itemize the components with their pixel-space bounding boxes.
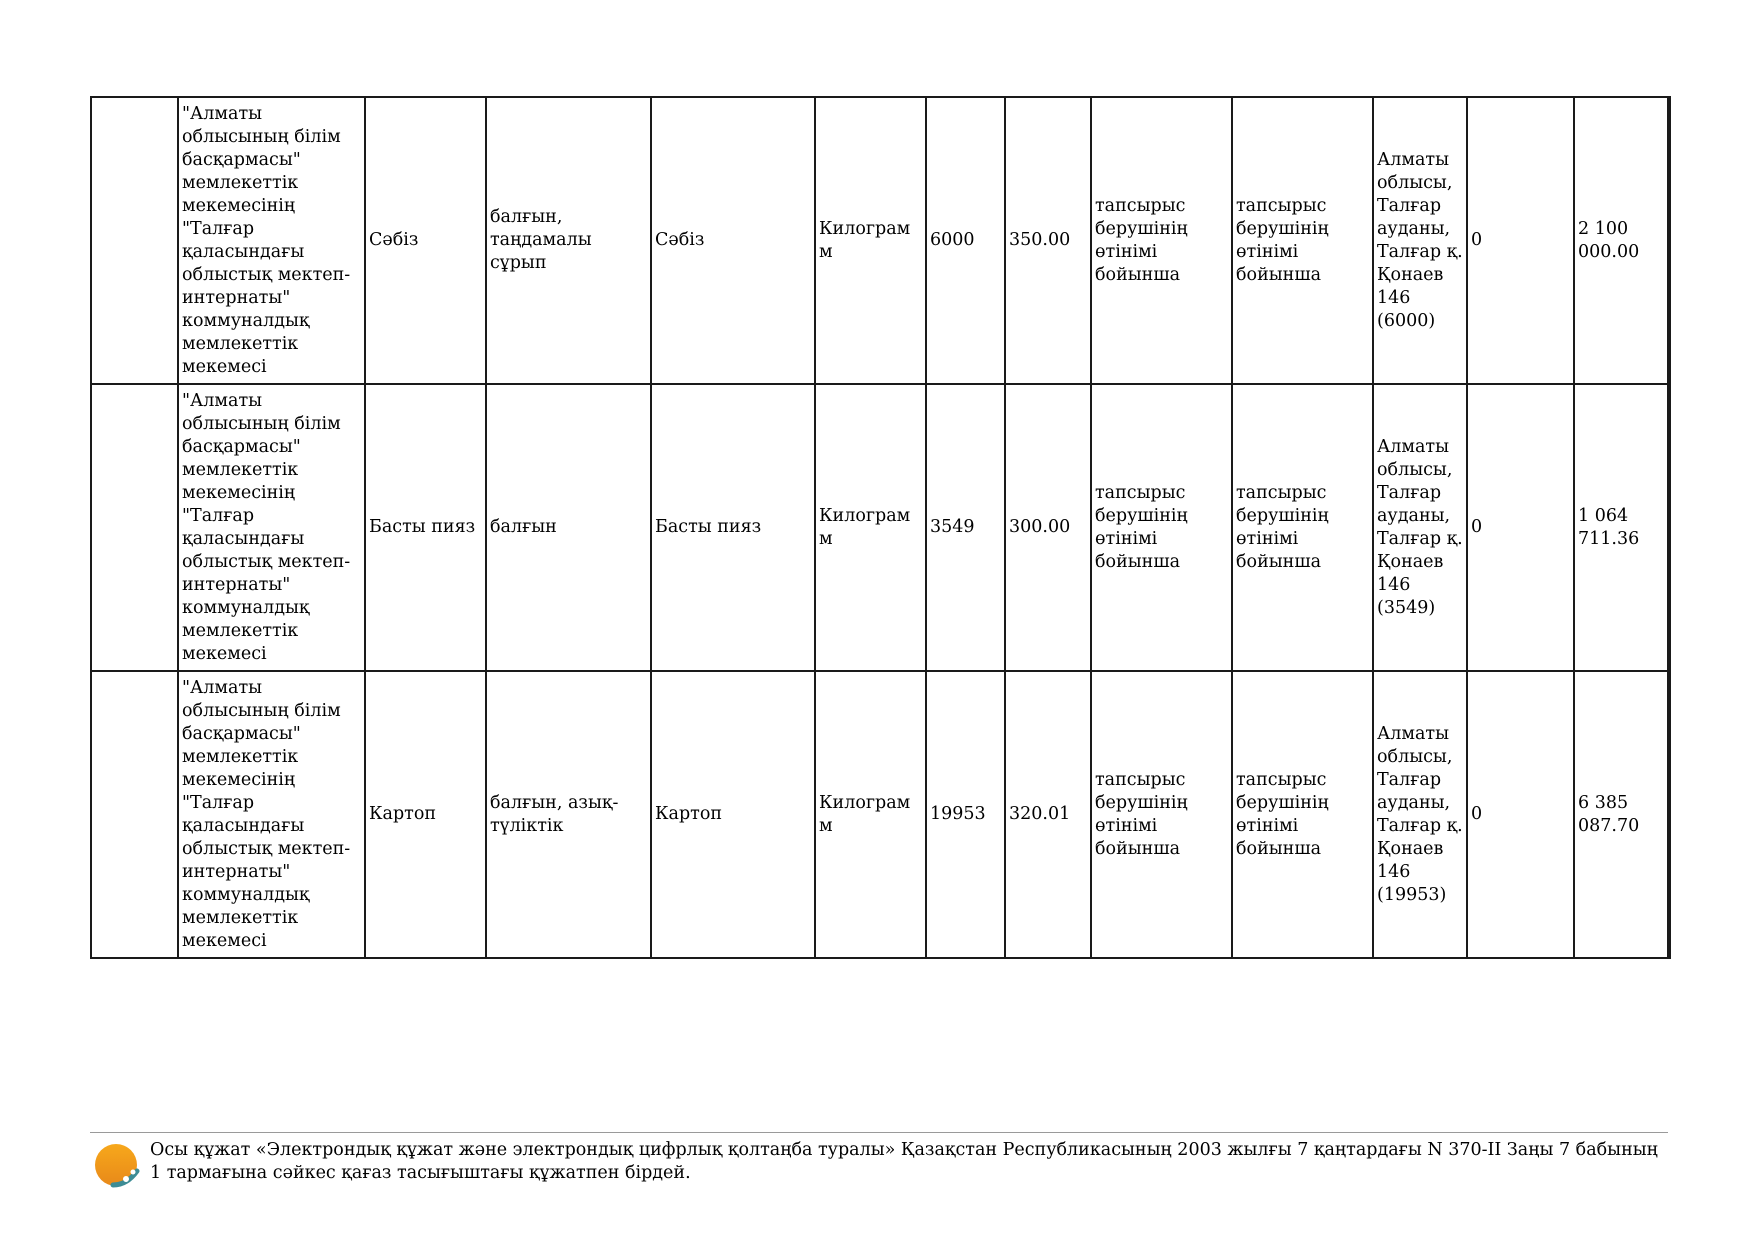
delivery-place-cell: Алматы облысы, Талғар ауданы, Талғар қ. Қонаев 146 (3549) [1373, 384, 1467, 671]
price-cell: 300.00 [1005, 384, 1091, 671]
unit-cell: Килограмм [815, 97, 926, 384]
egov-sun-logo-icon [93, 1141, 141, 1189]
advance-payment-cell: 0 [1467, 384, 1574, 671]
quantity-cell: 3549 [926, 384, 1005, 671]
row-number-cell [91, 384, 178, 671]
quantity-cell: 19953 [926, 671, 1005, 958]
extra-description-cell: Картоп [651, 671, 815, 958]
delivery-term-cell: тапсырыс берушінің өтінімі бойынша [1091, 97, 1232, 384]
delivery-term-cell: тапсырыс берушінің өтінімі бойынша [1091, 671, 1232, 958]
delivery-conditions-cell: тапсырыс берушінің өтінімі бойынша [1232, 671, 1373, 958]
total-sum-cell: 2 100 000.00 [1574, 97, 1669, 384]
table-row [91, 97, 1669, 384]
row-number-cell [91, 97, 178, 384]
table-row [91, 671, 1669, 958]
delivery-conditions-cell: тапсырыс берушінің өтінімі бойынша [1232, 384, 1373, 671]
item-name-cell: Басты пияз [365, 384, 486, 671]
procurement-table [90, 96, 1671, 959]
procurement-table-wrapper [90, 96, 1668, 959]
unit-cell: Килограмм [815, 384, 926, 671]
delivery-conditions-cell: тапсырыс берушінің өтінімі бойынша [1232, 97, 1373, 384]
delivery-term-cell: тапсырыс берушінің өтінімі бойынша [1091, 384, 1232, 671]
price-cell: 320.01 [1005, 671, 1091, 958]
total-sum-cell: 1 064 711.36 [1574, 384, 1669, 671]
customer-cell: "Алматы облысының білім басқармасы" мемлекеттік мекемесінің "Талғар қаласындағы облыстық мектеп-интернаты" коммуналдық мемлекеттік мекемесі [178, 97, 365, 384]
document-footer [90, 1132, 1668, 1183]
characteristic-cell: балғын [486, 384, 651, 671]
table-row [91, 384, 1669, 671]
delivery-place-cell: Алматы облысы, Талғар ауданы, Талғар қ. Қонаев 146 (6000) [1373, 97, 1467, 384]
characteristic-cell: балғын, азық-түліктік [486, 671, 651, 958]
customer-cell: "Алматы облысының білім басқармасы" мемлекеттік мекемесінің "Талғар қаласындағы облыстық мектеп-интернаты" коммуналдық мемлекеттік мекемесі [178, 671, 365, 958]
total-sum-cell: 6 385 087.70 [1574, 671, 1669, 958]
delivery-place-cell: Алматы облысы, Талғар ауданы, Талғар қ. Қонаев 146 (19953) [1373, 671, 1467, 958]
quantity-cell: 6000 [926, 97, 1005, 384]
unit-cell: Килограмм [815, 671, 926, 958]
extra-description-cell: Сәбіз [651, 97, 815, 384]
advance-payment-cell: 0 [1467, 97, 1574, 384]
item-name-cell: Сәбіз [365, 97, 486, 384]
characteristic-cell: балғын, таңдамалы сұрып [486, 97, 651, 384]
legal-notice-text: Осы құжат «Электрондық құжат және электрондық цифрлық қолтаңба туралы» Қазақстан Республикасының 2003 жылғы 7 қаңтардағы N 370-II Заңы 7 бабының 1 тармағына сәйкес қағаз тасығыштағы құжатпен бірдей. [150, 1140, 1658, 1183]
extra-description-cell: Басты пияз [651, 384, 815, 671]
advance-payment-cell: 0 [1467, 671, 1574, 958]
customer-cell: "Алматы облысының білім басқармасы" мемлекеттік мекемесінің "Талғар қаласындағы облыстық мектеп-интернаты" коммуналдық мемлекеттік мекемесі [178, 384, 365, 671]
item-name-cell: Картоп [365, 671, 486, 958]
row-number-cell [91, 671, 178, 958]
price-cell: 350.00 [1005, 97, 1091, 384]
